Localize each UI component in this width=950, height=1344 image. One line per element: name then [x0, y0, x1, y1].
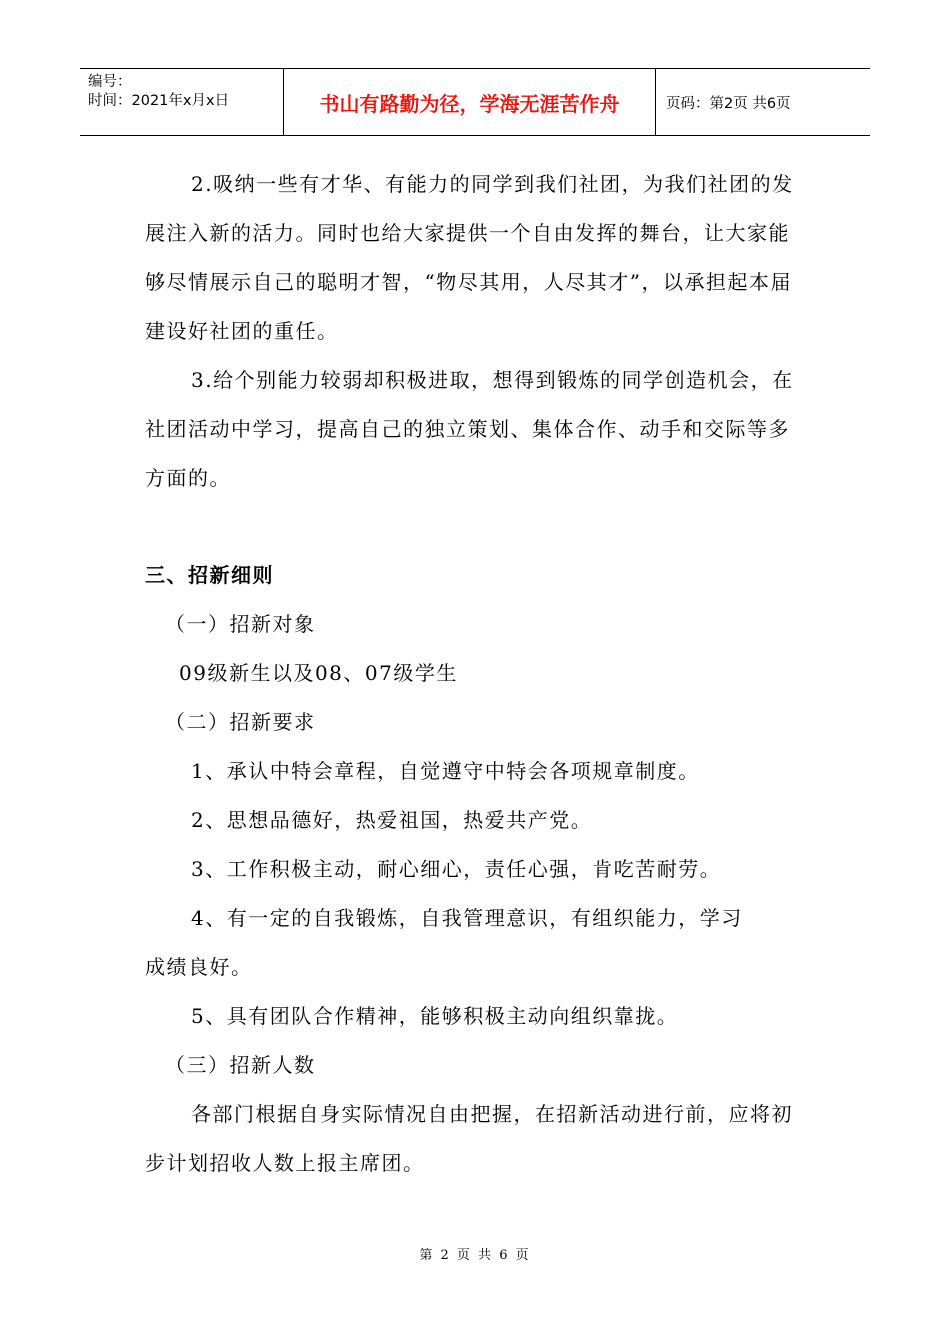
requirement-4-line-2: 成绩良好。: [145, 955, 253, 979]
document-body: [145, 160, 810, 1188]
subsection-3-text: 各部门根据自身实际情况自由把握，在招新活动进行前，应将初步计划招收人数上报主席团。: [145, 1102, 793, 1175]
requirement-3: 3、工作积极主动，耐心细心，责任心强，肯吃苦耐劳。: [191, 857, 722, 881]
subsection-1-title: （一）招新对象: [165, 612, 316, 636]
header-meta: [80, 69, 283, 135]
paragraph-3: 3.给个别能力较弱却积极进取，想得到锻炼的同学创造机会，在社团活动中学习，提高自己的独立策划、集体合作、动手和交际等多方面的。: [145, 368, 794, 490]
requirement-2: 2、思想品德好，热爱祖国，热爱共产党。: [191, 808, 593, 832]
subsection-1-text: 09级新生以及08、07级学生: [179, 661, 458, 685]
header-page-info: 页码：第2页 共6页: [666, 95, 791, 112]
spacer: [145, 503, 810, 551]
paragraph-2: 2.吸纳一些有才华、有能力的同学到我们社团，为我们社团的发展注入新的活力。同时也给大家提供一个自由发挥的舞台，让大家能够尽情展示自己的聪明才智，“物尽其用，人尽其才”，以承担起本届建设好社团的重任。: [145, 172, 794, 343]
subsection-2-title: （二）招新要求: [165, 710, 316, 734]
requirement-5: 5、具有团队合作精神，能够积极主动向组织靠拢。: [191, 1004, 679, 1028]
document-header: [80, 68, 870, 136]
subsection-3-title: （三）招新人数: [165, 1053, 316, 1077]
header-motto: 书山有路勤为径，学海无涯苦作舟: [283, 69, 656, 135]
requirement-1: 1、承认中特会章程，自觉遵守中特会各项规章制度。: [191, 759, 700, 783]
number-label: 编号：: [88, 74, 132, 90]
page-footer: 第 2 页 共 6 页: [419, 1248, 531, 1263]
requirement-4-line-1: 4、有一定的自我锻炼，自我管理意识，有组织能力，学习: [191, 906, 743, 930]
time-label: 时间：2021年x月x日: [88, 93, 230, 109]
section-title: 三、招新细则: [145, 563, 274, 587]
